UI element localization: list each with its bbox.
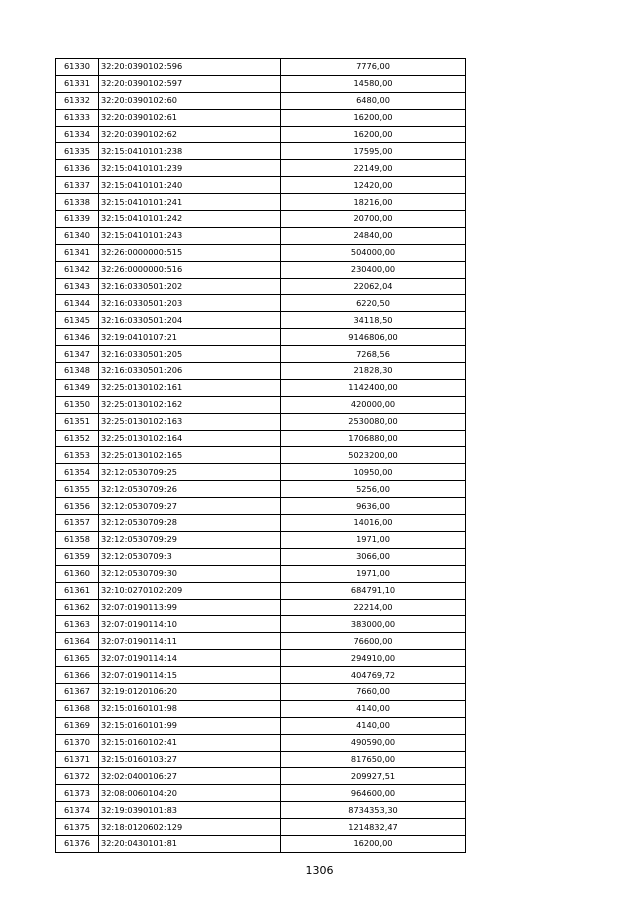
table-row (56, 819, 466, 836)
table-row (56, 515, 466, 532)
table-row (56, 160, 466, 177)
table-row (56, 227, 466, 244)
table-row (56, 531, 466, 548)
row-number-cell: 61330 (56, 59, 99, 76)
row-number-cell: 61356 (56, 498, 99, 515)
value-cell: 964600,00 (281, 785, 466, 802)
value-cell: 16200,00 (281, 835, 466, 852)
row-number-cell: 61374 (56, 802, 99, 819)
cadastral-number-cell: 32:08:0060104:20 (99, 785, 281, 802)
cadastral-number-cell: 32:19:0410107:21 (99, 329, 281, 346)
row-number-cell: 61331 (56, 75, 99, 92)
table-row (56, 582, 466, 599)
value-cell: 817650,00 (281, 751, 466, 768)
cadastral-number-cell: 32:15:0410101:243 (99, 227, 281, 244)
table-row (56, 346, 466, 363)
cadastral-number-cell: 32:15:0410101:241 (99, 194, 281, 211)
row-number-cell: 61342 (56, 261, 99, 278)
cadastral-number-cell: 32:12:0530709:27 (99, 498, 281, 515)
value-cell: 14580,00 (281, 75, 466, 92)
table-row (56, 143, 466, 160)
table-row (56, 667, 466, 684)
table-row (56, 312, 466, 329)
cadastral-number-cell: 32:15:0410101:242 (99, 211, 281, 228)
row-number-cell: 61340 (56, 227, 99, 244)
cadastral-number-cell: 32:20:0390102:60 (99, 92, 281, 109)
cadastral-number-cell: 32:07:0190114:15 (99, 667, 281, 684)
cadastral-number-cell: 32:25:0130102:163 (99, 413, 281, 430)
cadastral-number-cell: 32:15:0410101:240 (99, 177, 281, 194)
table-row (56, 379, 466, 396)
value-cell: 230400,00 (281, 261, 466, 278)
table-row (56, 413, 466, 430)
cadastral-number-cell: 32:25:0130102:165 (99, 447, 281, 464)
table-row (56, 177, 466, 194)
row-number-cell: 61332 (56, 92, 99, 109)
row-number-cell: 61376 (56, 835, 99, 852)
cadastral-number-cell: 32:15:0160103:27 (99, 751, 281, 768)
value-cell: 1214832,47 (281, 819, 466, 836)
value-cell: 7660,00 (281, 683, 466, 700)
value-cell: 490590,00 (281, 734, 466, 751)
cadastral-number-cell: 32:12:0530709:28 (99, 515, 281, 532)
row-number-cell: 61347 (56, 346, 99, 363)
table-row (56, 683, 466, 700)
value-cell: 12420,00 (281, 177, 466, 194)
cadastral-number-cell: 32:16:0330501:203 (99, 295, 281, 312)
table-row (56, 329, 466, 346)
value-cell: 4140,00 (281, 700, 466, 717)
value-cell: 22149,00 (281, 160, 466, 177)
value-cell: 420000,00 (281, 396, 466, 413)
table-row (56, 396, 466, 413)
table-row (56, 599, 466, 616)
row-number-cell: 61334 (56, 126, 99, 143)
value-cell: 2530080,00 (281, 413, 466, 430)
cadastral-number-cell: 32:19:0390101:83 (99, 802, 281, 819)
value-cell: 9146806,00 (281, 329, 466, 346)
table-row (56, 802, 466, 819)
table-row (56, 751, 466, 768)
cadastral-number-cell: 32:12:0530709:25 (99, 464, 281, 481)
row-number-cell: 61365 (56, 650, 99, 667)
row-number-cell: 61361 (56, 582, 99, 599)
table-row (56, 700, 466, 717)
cadastral-number-cell: 32:07:0190114:10 (99, 616, 281, 633)
value-cell: 294910,00 (281, 650, 466, 667)
cadastral-number-cell: 32:25:0130102:164 (99, 430, 281, 447)
cadastral-number-cell: 32:20:0390102:596 (99, 59, 281, 76)
cadastral-number-cell: 32:07:0190114:14 (99, 650, 281, 667)
row-number-cell: 61368 (56, 700, 99, 717)
table-row (56, 194, 466, 211)
value-cell: 10950,00 (281, 464, 466, 481)
table-row (56, 565, 466, 582)
cadastral-number-cell: 32:15:0160101:98 (99, 700, 281, 717)
value-cell: 209927,51 (281, 768, 466, 785)
row-number-cell: 61354 (56, 464, 99, 481)
table-body (56, 59, 466, 853)
cadastral-number-cell: 32:20:0390102:597 (99, 75, 281, 92)
cadastral-number-cell: 32:18:0120602:129 (99, 819, 281, 836)
cadastral-number-cell: 32:16:0330501:204 (99, 312, 281, 329)
row-number-cell: 61337 (56, 177, 99, 194)
row-number-cell: 61344 (56, 295, 99, 312)
row-number-cell: 61373 (56, 785, 99, 802)
value-cell: 16200,00 (281, 126, 466, 143)
table-row (56, 126, 466, 143)
row-number-cell: 61335 (56, 143, 99, 160)
row-number-cell: 61353 (56, 447, 99, 464)
table-row (56, 211, 466, 228)
cadastral-number-cell: 32:25:0130102:161 (99, 379, 281, 396)
row-number-cell: 61369 (56, 717, 99, 734)
value-cell: 1971,00 (281, 531, 466, 548)
value-cell: 1142400,00 (281, 379, 466, 396)
cadastral-number-cell: 32:26:0000000:515 (99, 244, 281, 261)
value-cell: 7776,00 (281, 59, 466, 76)
cadastral-number-cell: 32:15:0160102:41 (99, 734, 281, 751)
value-cell: 20700,00 (281, 211, 466, 228)
value-cell: 21828,30 (281, 363, 466, 380)
value-cell: 22062,04 (281, 278, 466, 295)
row-number-cell: 61360 (56, 565, 99, 582)
table-row (56, 768, 466, 785)
cadastral-number-cell: 32:07:0190113:99 (99, 599, 281, 616)
table-row (56, 633, 466, 650)
row-number-cell: 61375 (56, 819, 99, 836)
row-number-cell: 61352 (56, 430, 99, 447)
value-cell: 76600,00 (281, 633, 466, 650)
row-number-cell: 61357 (56, 515, 99, 532)
table-row (56, 835, 466, 852)
cadastral-number-cell: 32:12:0530709:30 (99, 565, 281, 582)
value-cell: 5256,00 (281, 481, 466, 498)
value-cell: 14016,00 (281, 515, 466, 532)
cadastral-number-cell: 32:15:0160101:99 (99, 717, 281, 734)
cadastral-number-cell: 32:12:0530709:26 (99, 481, 281, 498)
cadastral-number-cell: 32:12:0530709:3 (99, 548, 281, 565)
table-row (56, 717, 466, 734)
table-row (56, 616, 466, 633)
row-number-cell: 61338 (56, 194, 99, 211)
row-number-cell: 61348 (56, 363, 99, 380)
value-cell: 1706880,00 (281, 430, 466, 447)
table-row (56, 261, 466, 278)
cadastral-number-cell: 32:19:0120106:20 (99, 683, 281, 700)
cadastral-number-cell: 32:20:0430101:81 (99, 835, 281, 852)
table-row (56, 109, 466, 126)
row-number-cell: 61343 (56, 278, 99, 295)
row-number-cell: 61346 (56, 329, 99, 346)
row-number-cell: 61367 (56, 683, 99, 700)
table-row (56, 92, 466, 109)
table-row (56, 650, 466, 667)
row-number-cell: 61351 (56, 413, 99, 430)
cadastral-number-cell: 32:15:0410101:239 (99, 160, 281, 177)
row-number-cell: 61362 (56, 599, 99, 616)
value-cell: 8734353,30 (281, 802, 466, 819)
row-number-cell: 61371 (56, 751, 99, 768)
value-cell: 16200,00 (281, 109, 466, 126)
row-number-cell: 61345 (56, 312, 99, 329)
row-number-cell: 61363 (56, 616, 99, 633)
cadastral-number-cell: 32:20:0390102:61 (99, 109, 281, 126)
row-number-cell: 61336 (56, 160, 99, 177)
table-row (56, 481, 466, 498)
table-row (56, 59, 466, 76)
table-row (56, 75, 466, 92)
value-cell: 504000,00 (281, 244, 466, 261)
page-number: 1306 (305, 864, 334, 877)
table-row (56, 295, 466, 312)
row-number-cell: 61370 (56, 734, 99, 751)
cadastral-number-cell: 32:16:0330501:202 (99, 278, 281, 295)
cadastral-value-table (55, 58, 466, 853)
table-row (56, 278, 466, 295)
value-cell: 404769,72 (281, 667, 466, 684)
cadastral-number-cell: 32:07:0190114:11 (99, 633, 281, 650)
cadastral-number-cell: 32:16:0330501:206 (99, 363, 281, 380)
row-number-cell: 61364 (56, 633, 99, 650)
cadastral-number-cell: 32:15:0410101:238 (99, 143, 281, 160)
value-cell: 684791,10 (281, 582, 466, 599)
cadastral-number-cell: 32:25:0130102:162 (99, 396, 281, 413)
table-row (56, 785, 466, 802)
row-number-cell: 61341 (56, 244, 99, 261)
value-cell: 7268,56 (281, 346, 466, 363)
value-cell: 6220,50 (281, 295, 466, 312)
cadastral-number-cell: 32:12:0530709:29 (99, 531, 281, 548)
table-row (56, 498, 466, 515)
row-number-cell: 61333 (56, 109, 99, 126)
value-cell: 3066,00 (281, 548, 466, 565)
row-number-cell: 61366 (56, 667, 99, 684)
row-number-cell: 61372 (56, 768, 99, 785)
table-row (56, 363, 466, 380)
cadastral-number-cell: 32:16:0330501:205 (99, 346, 281, 363)
row-number-cell: 61359 (56, 548, 99, 565)
table-row (56, 244, 466, 261)
value-cell: 5023200,00 (281, 447, 466, 464)
value-cell: 1971,00 (281, 565, 466, 582)
table-row (56, 464, 466, 481)
row-number-cell: 61355 (56, 481, 99, 498)
value-cell: 4140,00 (281, 717, 466, 734)
value-cell: 9636,00 (281, 498, 466, 515)
table-row (56, 734, 466, 751)
row-number-cell: 61350 (56, 396, 99, 413)
value-cell: 383000,00 (281, 616, 466, 633)
row-number-cell: 61339 (56, 211, 99, 228)
value-cell: 17595,00 (281, 143, 466, 160)
row-number-cell: 61349 (56, 379, 99, 396)
cadastral-number-cell: 32:02:0400106:27 (99, 768, 281, 785)
table-row (56, 430, 466, 447)
row-number-cell: 61358 (56, 531, 99, 548)
value-cell: 24840,00 (281, 227, 466, 244)
value-cell: 6480,00 (281, 92, 466, 109)
table-row (56, 447, 466, 464)
value-cell: 18216,00 (281, 194, 466, 211)
cadastral-number-cell: 32:26:0000000:516 (99, 261, 281, 278)
table-row (56, 548, 466, 565)
cadastral-number-cell: 32:10:0270102:209 (99, 582, 281, 599)
value-cell: 22214,00 (281, 599, 466, 616)
cadastral-number-cell: 32:20:0390102:62 (99, 126, 281, 143)
value-cell: 34118,50 (281, 312, 466, 329)
